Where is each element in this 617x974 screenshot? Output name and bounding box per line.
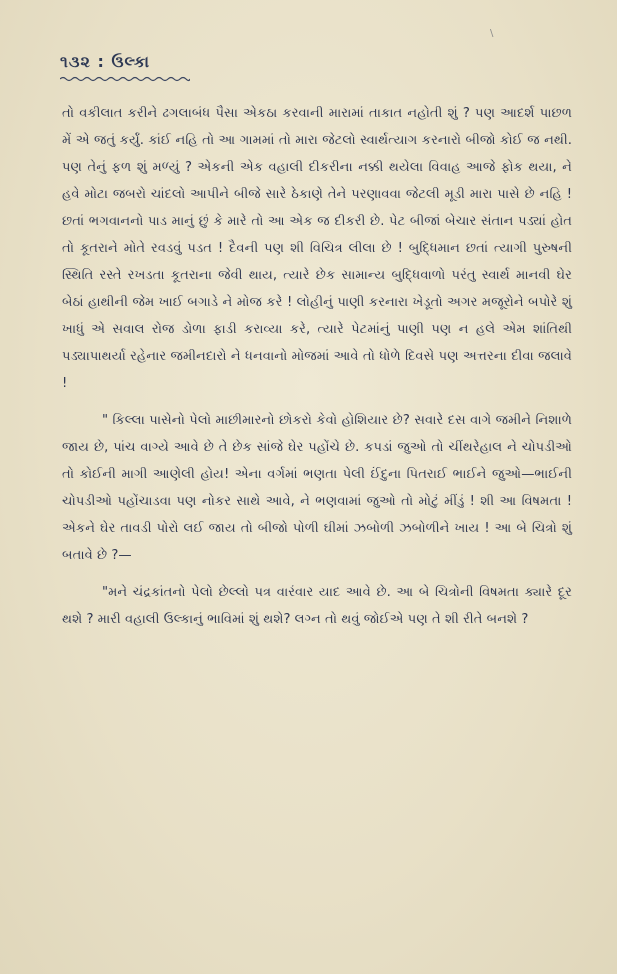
stray-mark: \ — [490, 28, 494, 39]
paragraph-3: "મને ચંદ્રકાંતનો પેલો છેલ્લો પત્ર વારંવાર યાદ આવે છે. આ બે ચિત્રોની વિષમતા ક્યારે દૂર થશે ? મારી વહાલી ઉલ્કાનું ભાવિમાં શું થશે? લગ્ન તો થવું જોઈએ પણ તે શી રીતે બનશે ? — [62, 585, 572, 627]
page-header — [60, 52, 150, 72]
page-number: ૧૩૨ — [60, 52, 91, 71]
header-wavy-rule — [60, 76, 190, 82]
body-text — [62, 100, 572, 633]
paragraph-2: " કિલ્લા પાસેનો પેલો માછીમારનો છોકરો કેવો હોશિયાર છે? સવારે દસ વાગે જમીને નિશાળે જાય છે, પાંચ વાગ્યે આવે છે તે છેક સાંજે ઘેર પહોંચે છે. કપડાં જુઓ તો ચીંથરેહાલ ને ચોપડીઓ તો કોઈની માગી આણેલી હોય! એના વર્ગમાં ભણતા પેલી ઈંદુના પિતરાઈ ભાઈને જુઓ—ભાઈની ચોપડીઓ પહોંચાડવા પણ નોકર સાથે આવે, ને ભણવામાં જુઓ તો મોટું મીંડું ! શી આ વિષમતા ! એકને ઘેર તાવડી પોરો લઈ જાય તો બીજો પોળી ઘીમાં ઝબોળી ઝબોળીને ખાય ! આ બે ચિત્રો શું બતાવે છે ?— — [62, 413, 572, 563]
header-separator: : — [97, 52, 105, 71]
paragraph-1: તો વકીલાત કરીને ઢગલાબંધ પૈસા એકઠા કરવાની મારામાં તાકાત નહોતી શું ? પણ આદર્શ પાછળ મેં એ જતું કર્યું. કાંઈ નહિ તો આ ગામમાં તો મારા જેટલો સ્વાર્થત્યાગ કરનારો બીજો કોઈ જ નથી. પણ તેનું ફળ શું મળ્યું ? એકની એક વહાલી દીકરીના નક્કી થયેલા વિવાહ આજે ફોક થયા, ને હવે મોટા જબરો ચાંદલો આપીને બીજે સારે ઠેકાણે તેને પરણાવવા જેટલી મૂડી મારા પાસે છે નહિ ! છતાં ભગવાનનો પાડ માનું છું કે મારે તો આ એક જ દીકરી છે. પેટ બીજાં બેચાર સંતાન પડ્યાં હોત તો કૂતરાને મોતે રવડવું પડત ! દૈવની પણ શી વિચિત્ર લીલા છે ! બુદ્ધિમાન છતાં ત્યાગી પુરુષની સ્થિતિ રસ્તે રખડતા કૂતરાના જેવી થાય, ત્યારે છેક સામાન્ય બુદ્ધિવાળો પરંતુ સ્વાર્થ માનવી ઘેર બેઠાં હાથીની જેમ ખાઈ બગાડે ને મોજ કરે ! લોહીનું પાણી કરનારા ખેડૂતો અગર મજૂરોને બપોરે શું ખાધું એ સવાલ રોજ ડોળા ફાડી કરાવ્યા કરે, ત્યારે પેટમાંનું પાણી પણ ન હલે એમ શાંતિથી પડ્યાપાથર્યા રહેનાર જમીનદારો ને ધનવાનો મોજમાં આવે તો ધોળે દિવસે પણ અત્તરના દીવા જલાવે ! — [62, 106, 572, 391]
section-title: ઉલ્કા — [111, 52, 151, 71]
